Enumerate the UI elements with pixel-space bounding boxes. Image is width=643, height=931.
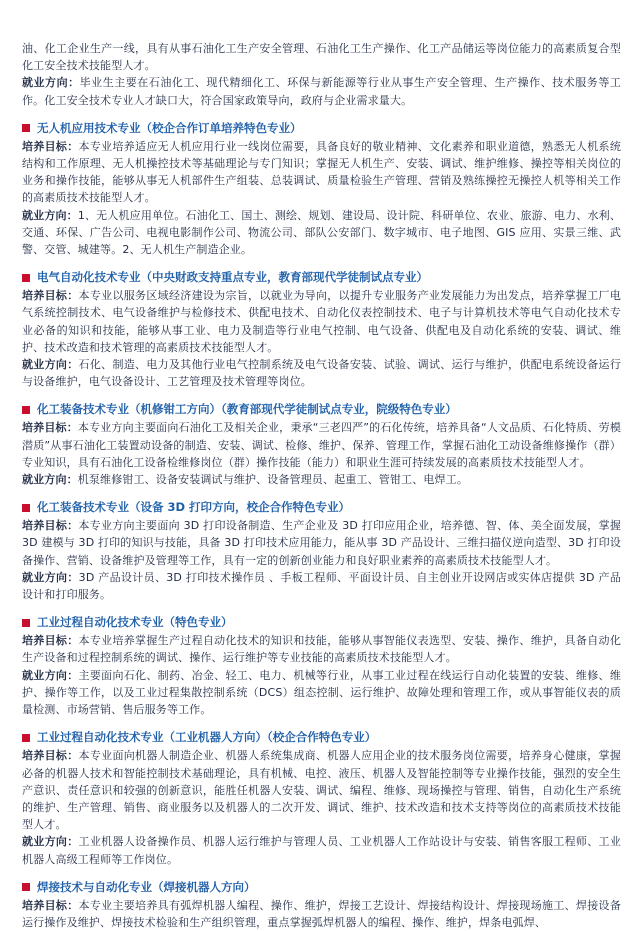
training-goal bbox=[22, 287, 621, 356]
square-bullet-icon bbox=[22, 274, 30, 282]
section-process-automation bbox=[22, 614, 621, 718]
section-industrial-robot bbox=[22, 729, 621, 867]
section-title: 化工装备技术专业（机修钳工方向）（教育部现代学徒制试点专业，院级特色专业） bbox=[37, 402, 457, 417]
employment-label: 就业方向： bbox=[22, 668, 79, 682]
goal-text: 本专业面向机器人制造企业、机器人系统集成商、机器人应用企业的技术服务岗位需要，培养身心健康，掌握必备的机器人技术和智能控制技术基础理论，具有机械、电控、液压、机器人及智能控制等专业操作技能，强烈的安全生产意识、责任意识和较强的创新意识，能胜任机器人安装、调试、编程、维修、现场操控与管理、销售，自动化生产系统的维护、生产管理、销售、商业服务以及机器人的二次开发、调试、维护、技术改造和技术支持等岗位的高素质技术技能型人才。 bbox=[22, 749, 622, 832]
employment-label: 就业方向： bbox=[22, 76, 80, 90]
intro-block bbox=[22, 40, 621, 109]
employment-direction bbox=[22, 207, 621, 259]
employment-direction bbox=[22, 833, 621, 867]
square-bullet-icon bbox=[22, 124, 30, 132]
employment-text: 机泵维修钳工、设备安装调试与维护、设备管理员、起重工、管钳工、电焊工。 bbox=[77, 473, 468, 487]
employment-text: 3D 产品设计员、3D 打印技术操作员 、手板工程师、平面设计员、自主创业开设网店或实体店提供 3D 产品设计和打印服务。 bbox=[22, 570, 621, 602]
training-goal bbox=[22, 517, 621, 569]
square-bullet-icon bbox=[22, 619, 30, 627]
goal-label: 培养目标： bbox=[22, 421, 78, 435]
intro-paragraph: 油、化工企业生产一线，具有从事石油化工生产安全管理、石油化工生产操作、化工产品储运等岗位能力的高素质复合型化工安全技术技能型人才。 bbox=[22, 42, 621, 73]
employment-label: 就业方向： bbox=[22, 835, 79, 849]
employment-label: 就业方向： bbox=[22, 570, 79, 584]
square-bullet-icon bbox=[22, 883, 30, 891]
goal-text: 本专业方向主要面向 3D 打印设备制造、生产企业及 3D 打印应用企业，培养德、智、体、美全面发展，掌握 3D 建模与 3D 打印的知识与技能，具备 3D 打印技术应用能力，能从事 3D 产品设计、三维扫描仪逆向造型、3D 打印设备操作、营销、设备维护及管理等工作，具有一定的创新创业能力和良好职业素养的高素质技术技能型人才。 bbox=[22, 519, 621, 567]
employment-text: 毕业生主要在石油化工、现代精细化工、环保与新能源等行业从事生产安全管理、生产操作、技术服务等工作。化工安全技术专业人才缺口大，符合国家政策导向，政府与企业需求量大。 bbox=[22, 76, 622, 107]
employment-direction bbox=[22, 667, 621, 719]
employment-text: 1、无人机应用单位。石油化工、国土、测绘、规划、建设局、设计院、科研单位、农业、旅游、电力、水利、交通、环保、广告公司、电视电影制作公司、物流公司、部队公安部门、数字城市、电子地图、GIS 应用、实景三维、武警、交管、城建等。2、无人机生产制造企业。 bbox=[22, 208, 621, 257]
training-goal bbox=[22, 419, 621, 471]
section-heading bbox=[22, 499, 621, 516]
employment-label: 就业方向： bbox=[22, 208, 78, 222]
section-uav bbox=[22, 120, 621, 258]
employment-label: 就业方向： bbox=[22, 473, 78, 487]
goal-text: 本专业以服务区域经济建设为宗旨，以就业为导向，以提升专业服务产业发展能力为出发点，培养掌握工厂电气系统控制技术、电气设备维护与检修技术、供配电技术、自动化仪表控制技术、电子与计算机技术等电气自动化技术专业必备的知识和技能，能够从事工业、电力及制造等行业电气控制、电气设备、供配电及自动化系统的安装、调试、维护、技术改造和技术管理的高素质技术技能型人才。 bbox=[22, 289, 622, 354]
training-goal bbox=[22, 747, 621, 833]
goal-text: 本专业培养掌握生产过程自动化技术的知识和技能，能够从事智能仪表选型、安装、操作、维护，具备自动化生产设备和过程控制系统的调试、操作、运行维护等专业技能的高素质技术技能型人才。 bbox=[22, 634, 622, 665]
section-heading bbox=[22, 401, 621, 418]
goal-label: 培养目标： bbox=[22, 898, 79, 912]
section-heading bbox=[22, 120, 621, 137]
employment-direction bbox=[22, 569, 621, 603]
goal-label: 培养目标： bbox=[22, 289, 79, 303]
employment-text: 工业机器人设备操作员、机器人运行维护与管理人员、工业机器人工作站设计与安装、销售客服工程师、工业机器人高级工程师等工作岗位。 bbox=[22, 835, 622, 866]
goal-text: 本专业培养适应无人机应用行业一线岗位需要，具备良好的敬业精神、文化素养和职业道德，熟悉无人机系统结构和工作原理、无人机操控技术等基础理论与专门知识；掌握无人机生产、安装、调试、维护维修、操控等相关岗位的业务和操作技能，能够从事无人机部件生产组装、总装调试、质量检验生产管理、营销及熟练操控无操控人机等相关工作的高素质技术技能型人才。 bbox=[22, 139, 622, 205]
section-chemical-equipment-fitter bbox=[22, 401, 621, 488]
section-welding-robot bbox=[22, 879, 621, 931]
goal-text: 本专业方向主要面向石油化工及相关企业，秉承“三老四严”的石化传统，培养具备“人文品质、石化特质、劳模潜质”从事石油化工装置动设备的制造、安装、调试、检修、维护、保养、管理工作，掌握石油化工动设备维修操作（群）专业知识，具有石油化工设备检维修岗位（群）操作技能（能力）和职业生涯可持续发展的高素质技术技能型人才。 bbox=[22, 421, 622, 469]
intro-employment bbox=[22, 74, 621, 108]
section-heading bbox=[22, 614, 621, 631]
section-title: 工业过程自动化技术专业（工业机器人方向）（校企合作特色专业） bbox=[37, 730, 377, 745]
training-goal bbox=[22, 897, 621, 931]
goal-label: 培养目标： bbox=[22, 519, 79, 533]
section-title: 无人机应用技术专业（校企合作订单培养特色专业） bbox=[37, 120, 302, 135]
section-title: 电气自动化技术专业（中央财政支持重点专业，教育部现代学徒制试点专业） bbox=[37, 270, 428, 285]
employment-direction bbox=[22, 471, 621, 488]
training-goal bbox=[22, 138, 621, 207]
section-heading bbox=[22, 729, 621, 746]
square-bullet-icon bbox=[22, 504, 30, 512]
section-heading bbox=[22, 879, 621, 896]
section-title: 化工装备技术专业（设备 3D 打印方向，校企合作特色专业） bbox=[37, 500, 351, 515]
square-bullet-icon bbox=[22, 734, 30, 742]
goal-label: 培养目标： bbox=[22, 139, 79, 153]
goal-label: 培养目标： bbox=[22, 634, 79, 648]
section-title: 工业过程自动化技术专业（特色专业） bbox=[37, 615, 233, 630]
employment-label: 就业方向： bbox=[22, 358, 79, 372]
goal-text: 本专业主要培养具有弧焊机器人编程、操作、维护，焊接工艺设计、焊接结构设计、焊接现场施工、焊接设备运行操作及维护、焊接技术检验和生产组织管理，重点掌握弧焊机器人的编程、操作、维护，焊条电弧焊、 bbox=[22, 898, 622, 929]
employment-text: 石化、制造、电力及其他行业电气控制系统及电气设备安装、试验、调试、运行与维护，供配电系统设备运行与设备维护，电气设备设计、工艺管理及技术管理等岗位。 bbox=[22, 358, 622, 389]
section-title: 焊接技术与自动化专业（焊接机器人方向） bbox=[37, 879, 256, 894]
square-bullet-icon bbox=[22, 406, 30, 414]
section-chemical-equipment-3d bbox=[22, 499, 621, 603]
goal-label: 培养目标： bbox=[22, 749, 79, 763]
employment-direction bbox=[22, 356, 621, 390]
section-electrical-automation bbox=[22, 269, 621, 390]
employment-text: 主要面向石化、制药、冶金、轻工、电力、机械等行业，从事工业过程在线运行自动化装置的安装、维修、维护、操作等工作，以及工业过程集散控制系统（DCS）组态控制、运行维护、故障处理和管理工作，或从事智能仪表的质量检测、市场营销、售后服务等工作。 bbox=[22, 668, 622, 717]
training-goal bbox=[22, 632, 621, 666]
section-heading bbox=[22, 269, 621, 286]
